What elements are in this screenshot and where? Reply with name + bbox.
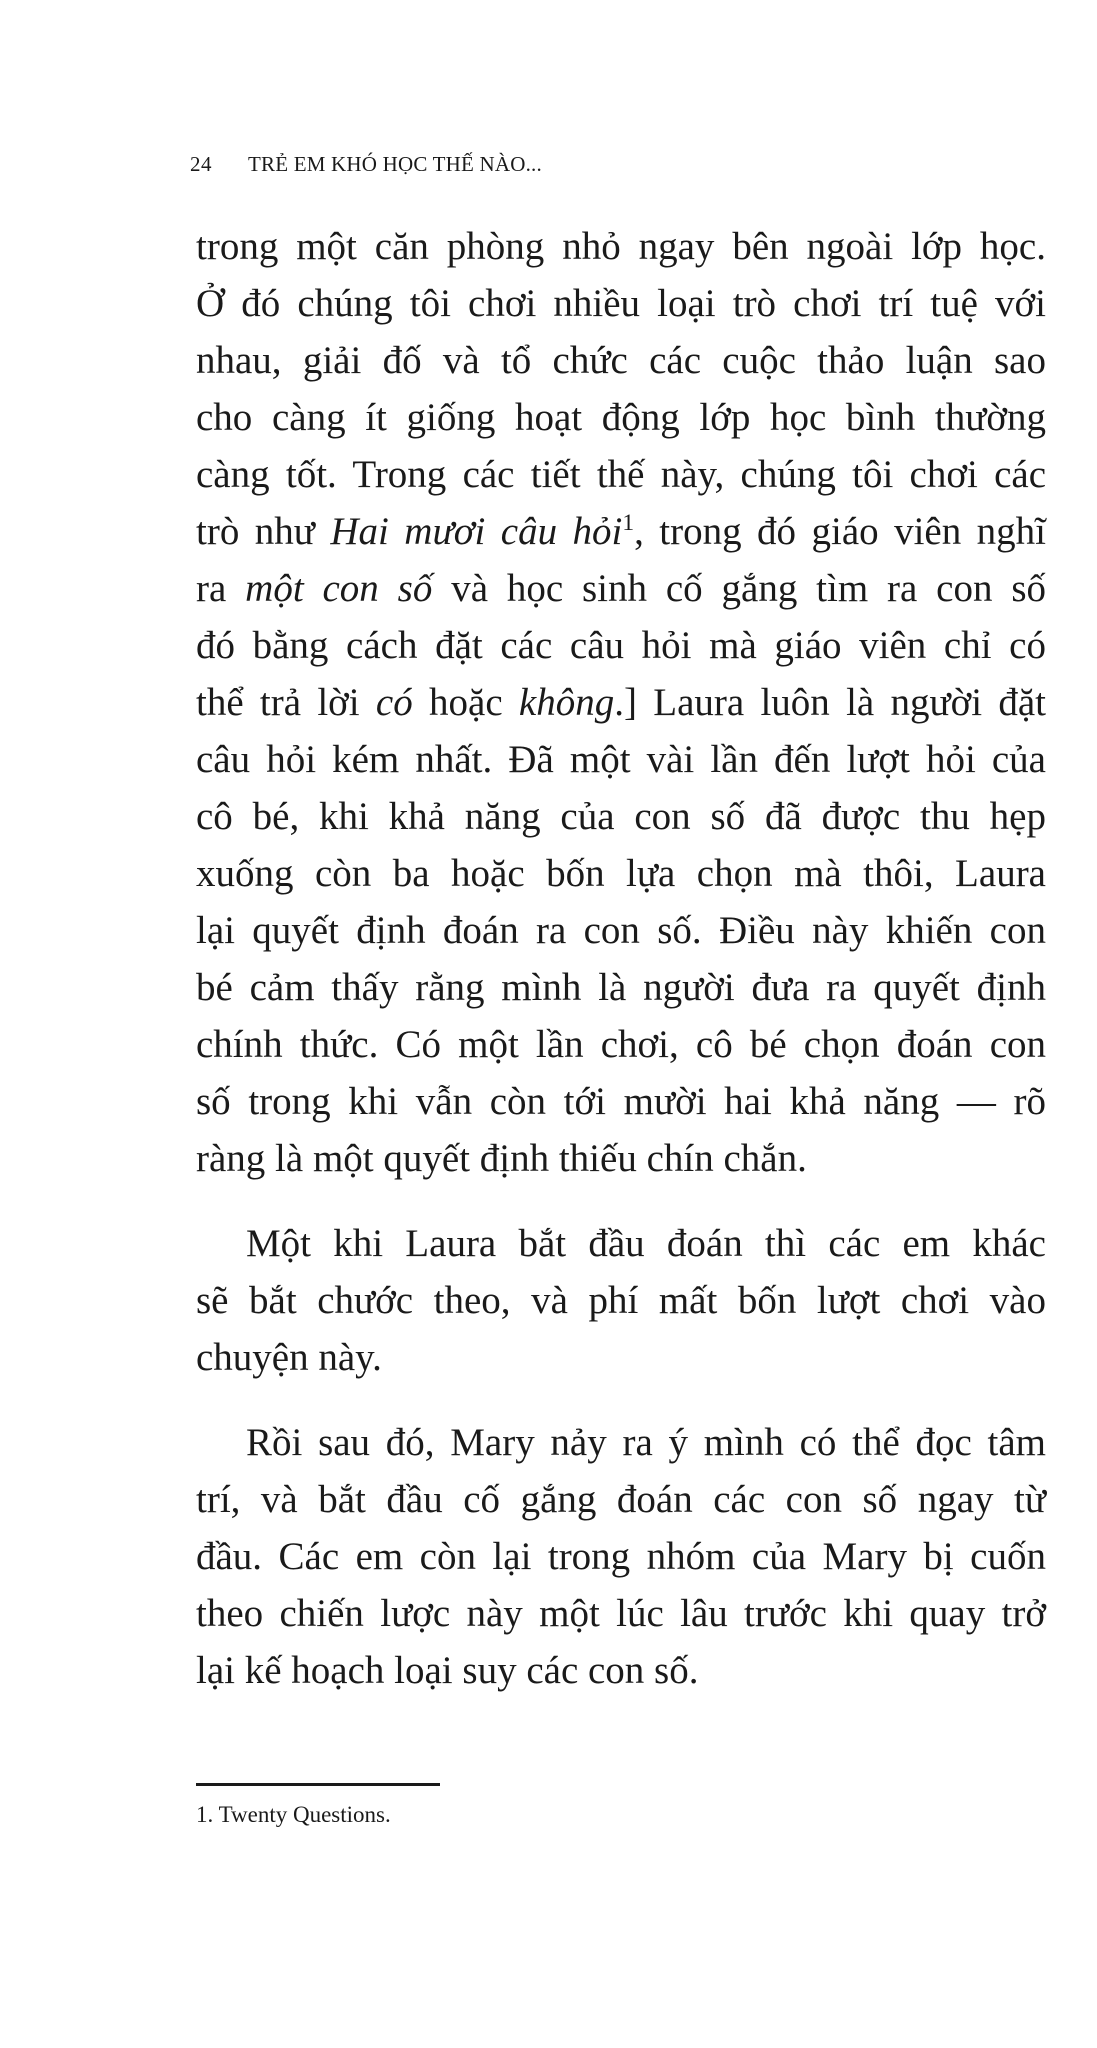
text-line: chuyện này. bbox=[196, 1336, 382, 1379]
text-line bbox=[196, 674, 1046, 731]
text-line: theo chiến lược này một lúc lâu trước khi quay trở bbox=[196, 1592, 1046, 1635]
text-line: câu hỏi kém nhất. Đã một vài lần đến lượt hỏi của bbox=[196, 738, 1046, 781]
text-line: cô bé, khi khả năng của con số đã được thu hẹp bbox=[196, 795, 1046, 838]
text-line: đầu. Các em còn lại trong nhóm của Mary bị cuốn bbox=[196, 1535, 1046, 1578]
text-line: ràng là một quyết định thiếu chín chắn. bbox=[196, 1137, 807, 1180]
paragraph-gap bbox=[196, 1386, 1046, 1414]
footnote-divider bbox=[196, 1783, 440, 1786]
text-line: Một khi Laura bắt đầu đoán thì các em khác bbox=[246, 1222, 1046, 1265]
text-span: ra bbox=[196, 567, 246, 610]
text-line: xuống còn ba hoặc bốn lựa chọn mà thôi, Laura bbox=[196, 852, 1046, 895]
italic-word: có bbox=[375, 681, 413, 724]
text-line: số trong khi vẫn còn tới mười hai khả năng — rõ bbox=[196, 1080, 1046, 1123]
text-line: lại kế hoạch loại suy các con số. bbox=[196, 1649, 699, 1692]
text-line: Rồi sau đó, Mary nảy ra ý mình có thể đọc tâm bbox=[246, 1421, 1046, 1464]
text-span: hoặc bbox=[412, 681, 519, 724]
text-line: trong một căn phòng nhỏ ngay bên ngoài lớp học. bbox=[196, 225, 1046, 268]
text-line: càng tốt. Trong các tiết thế này, chúng tôi chơi các bbox=[196, 453, 1046, 496]
page-number: 24 bbox=[190, 152, 212, 176]
text-line bbox=[196, 560, 1046, 617]
text-span: và học sinh cố gắng tìm ra con số bbox=[432, 567, 1046, 610]
text-line: bé cảm thấy rằng mình là người đưa ra quyết định bbox=[196, 966, 1046, 1009]
text-line: lại quyết định đoán ra con số. Điều này khiến con bbox=[196, 909, 1046, 952]
text-line bbox=[196, 503, 1046, 560]
italic-word: không bbox=[518, 681, 615, 724]
italic-title: Hai mươi câu hỏi bbox=[330, 510, 623, 553]
text-line: cho càng ít giống hoạt động lớp học bình thường bbox=[196, 396, 1046, 439]
footnote: 1. Twenty Questions. bbox=[196, 1802, 391, 1827]
text-line: nhau, giải đố và tổ chức các cuộc thảo luận sao bbox=[196, 339, 1046, 382]
footnote-marker: 1 bbox=[622, 510, 635, 536]
running-title: TRẺ EM KHÓ HỌC THẾ NÀO... bbox=[248, 152, 542, 176]
paragraph-gap bbox=[196, 1187, 1046, 1215]
text-line: sẽ bắt chước theo, và phí mất bốn lượt chơi vào bbox=[196, 1279, 1046, 1322]
text-line: trí, và bắt đầu cố gắng đoán các con số ngay từ bbox=[196, 1478, 1046, 1521]
body-text bbox=[196, 218, 1046, 1699]
text-span: trò như bbox=[196, 510, 331, 553]
italic-phrase: một con số bbox=[245, 567, 433, 610]
text-line: Ở đó chúng tôi chơi nhiều loại trò chơi trí tuệ với bbox=[196, 282, 1046, 325]
text-span: .] Laura luôn là người đặt bbox=[614, 681, 1047, 724]
text-span: thể trả lời bbox=[196, 681, 376, 724]
text-line: chính thức. Có một lần chơi, cô bé chọn đoán con bbox=[196, 1023, 1046, 1066]
running-header bbox=[190, 152, 542, 177]
text-span: , trong đó giáo viên nghĩ bbox=[634, 510, 1047, 553]
text-line: đó bằng cách đặt các câu hỏi mà giáo viên chỉ có bbox=[196, 624, 1046, 667]
